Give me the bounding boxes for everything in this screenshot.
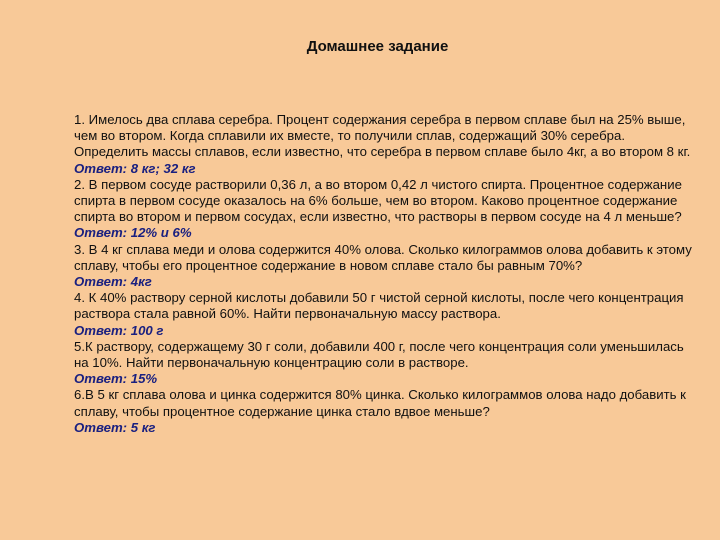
problem-2-text: 2. В первом сосуде растворили 0,36 л, а во втором 0,42 л чистого спирта. Процентное содержание спирта в первом сосуде оказалось на 6% больше, чем во втором. Каково процентное содержание спирта во втором и первом сосудах, если известно, что растворы в первом сосуде на 4 л меньше? <box>74 176 682 225</box>
problem-5-text: 5.К раствору, содержащему 30 г соли, добавили 400 г, после чего концентрация соли уменьшилась на 10%. Найти первоначальную концентрацию соли в растворе. <box>74 338 684 371</box>
homework-list <box>74 112 700 436</box>
problem-2-answer: Ответ: 12% и 6% <box>74 225 192 241</box>
problem-3-text: 3. В 4 кг сплава меди и олова содержится 40% олова. Сколько килограммов олова добавить к этому сплаву, чтобы его процентное содержание в новом сплаве стало бы равным 70%? <box>74 241 692 273</box>
problem-3-answer: Ответ: 4кг <box>74 274 152 290</box>
problem-1-answer: Ответ: 8 кг; 32 кг <box>74 160 196 176</box>
problem-1-text: 1. Имелось два сплава серебра. Процент содержания серебра в первом сплаве был на 25% выше, чем во втором. Когда сплавили их вместе, то получили сплав, содержащий 30% серебра. Определить массы сплавов, если известно, что серебра в первом сплаве было 4кг, а во втором 8 кг. <box>74 112 691 160</box>
problem-6-text: 6.В 5 кг сплава олова и цинка содержится 80% цинка. Сколько килограммов олова надо добавить к сплаву, чтобы процентное содержание цинка стало вдвое меньше? <box>74 387 686 419</box>
problem-4-text: 4. К 40% раствору серной кислоты добавили 50 г чистой серной кислоты, после чего концентрация раствора стала равной 60%. Найти первоначальную массу раствора. <box>74 290 684 322</box>
page-title: Домашнее задание <box>306 38 449 55</box>
problem-5-answer: Ответ: 15% <box>74 371 158 387</box>
problem-6-answer: Ответ: 5 кг <box>74 419 156 435</box>
problem-4-answer: Ответ: 100 г <box>74 322 164 338</box>
